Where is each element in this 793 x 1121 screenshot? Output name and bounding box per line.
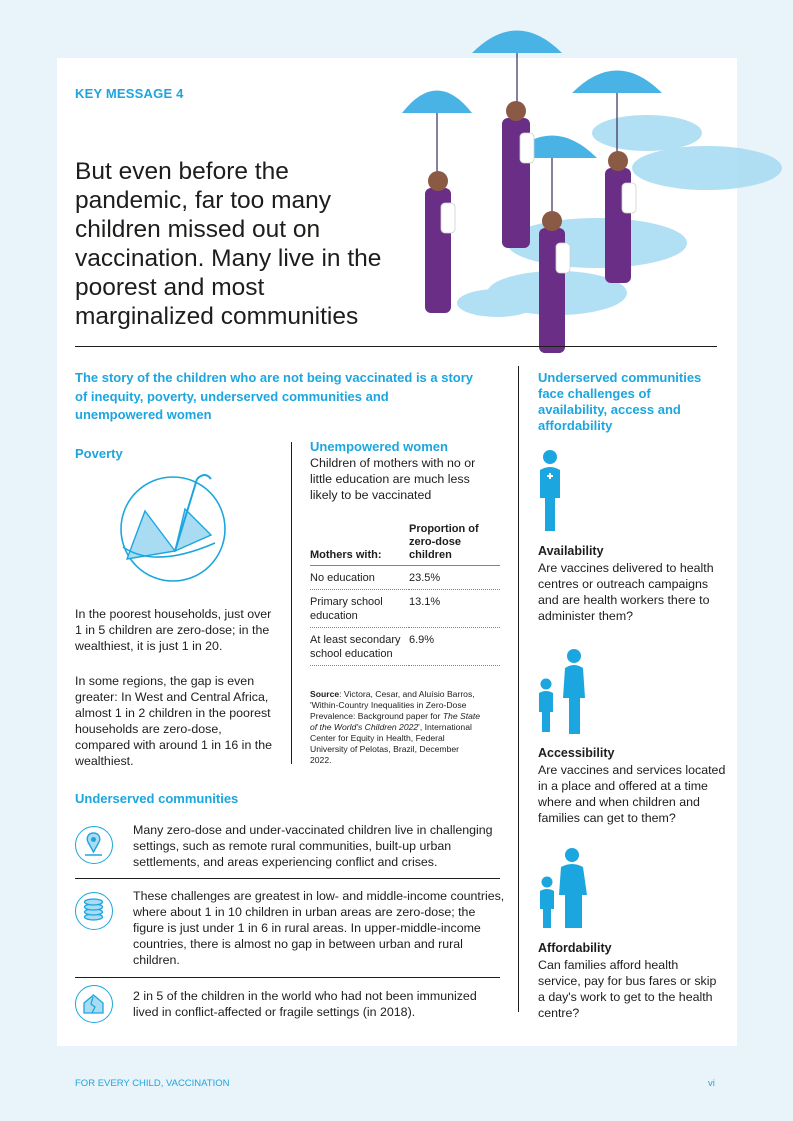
- affordability-title: Affordability: [538, 941, 612, 955]
- right-column-title: Underserved communities face challenges of availability, access and affordability: [538, 370, 702, 433]
- footer-left: FOR EVERY CHILD, VACCINATION: [75, 1078, 230, 1089]
- table-row: [310, 566, 500, 590]
- intro-statement: The story of the children who are not being vaccinated is a story of inequity, poverty, underserved communities and unempowered women: [75, 370, 474, 422]
- key-message-label: KEY MESSAGE 4: [75, 86, 184, 101]
- zero-dose-table: [310, 523, 500, 666]
- underserved-text: Many zero-dose and under-vaccinated children live in challenging settings, such as remote rural communities, built-up urban settlements, and areas experiencing conflict and crises.: [133, 823, 493, 869]
- table-cell: 6.9%: [409, 628, 500, 666]
- health-worker-icon: [535, 448, 565, 533]
- table-row: [310, 628, 500, 666]
- page-headline: But even before the pandemic, far too many children missed out on vaccination. Many live in the poorest and most marginalized communities: [75, 158, 382, 330]
- father-child-icon: [535, 845, 595, 930]
- page-number: vi: [708, 1078, 715, 1089]
- column-divider: [291, 442, 292, 764]
- list-item: [75, 888, 505, 968]
- source-text-a: : Victora, Cesar, and Aluísio Barros, 'Within-Country Inequalities in Zero-Dose Prevalence: Background paper for: [310, 689, 475, 721]
- poverty-paragraph-1: In the poorest households, just over 1 in 5 children are zero-dose; in the wealthiest, it is just 1 in 20.: [75, 607, 272, 653]
- table-cell: Primary school education: [310, 590, 409, 628]
- underserved-text: 2 in 5 of the children in the world who had not been immunized lived in conflict-affected or fragile settings (in 2018).: [133, 989, 477, 1019]
- list-item: [75, 822, 500, 872]
- right-column-divider: [518, 366, 519, 1012]
- coin-stack-icon: [75, 892, 113, 930]
- source-text-b: ', International Center for Equity in Health, Federal University of Pelotas, Brazil, December 2022.: [310, 722, 472, 765]
- affordability-text: Can families afford health service, pay for bus fares or skip a day's work to get to the health centre?: [538, 958, 717, 1020]
- underserved-text: These challenges are greatest in low- and middle-income countries, where about 1 in 10 children in urban areas are zero-dose; the figure is just under 1 in 6 in rural areas. In upper-middle-income countries, there is almost no gap in between urban and rural children.: [133, 889, 505, 967]
- poverty-title: Poverty: [75, 446, 123, 461]
- source-label: Source: [310, 689, 340, 699]
- table-header-row: [310, 523, 500, 566]
- availability-title: Availability: [538, 544, 604, 558]
- underserved-title: Underserved communities: [75, 791, 239, 806]
- list-item: [75, 988, 500, 1030]
- report-page: [57, 58, 737, 1046]
- table-cell: 13.1%: [409, 590, 500, 628]
- table-cell: No education: [310, 566, 409, 590]
- table-header: Mothers with:: [310, 523, 409, 566]
- women-title: Unempowered women: [310, 439, 448, 454]
- poverty-paragraph-2: In some regions, the gap is even greater: In West and Central Africa, almost 1 in 2 children in the poorest households are zero-dose, compared with around 1 in 16 in the wealthiest.: [75, 674, 272, 768]
- source-title: The State of the World's Children 2022: [310, 711, 481, 732]
- location-pin-icon: [75, 826, 113, 864]
- availability-text: Are vaccines delivered to health centres or outreach campaigns and are health workers there to administer them?: [538, 561, 714, 623]
- table-header: Proportion of zero-dose children: [409, 523, 500, 566]
- broken-house-icon: [75, 985, 113, 1023]
- mother-child-icon: [535, 646, 595, 736]
- umbrella-icon: [115, 471, 231, 587]
- women-text: Children of mothers with no or little education are much less likely to be vaccinated: [310, 456, 476, 502]
- table-row: [310, 590, 500, 628]
- source-note: [310, 689, 482, 766]
- hero-illustration: [377, 13, 787, 363]
- accessibility-text: Are vaccines and services located in a place and offered at a time where and when children and families can get to them?: [538, 763, 726, 825]
- row-divider: [75, 977, 500, 978]
- headline-divider: [75, 346, 717, 347]
- table-cell: 23.5%: [409, 566, 500, 590]
- table-cell: At least secondary school education: [310, 628, 409, 666]
- row-divider: [75, 878, 500, 879]
- accessibility-title: Accessibility: [538, 746, 615, 760]
